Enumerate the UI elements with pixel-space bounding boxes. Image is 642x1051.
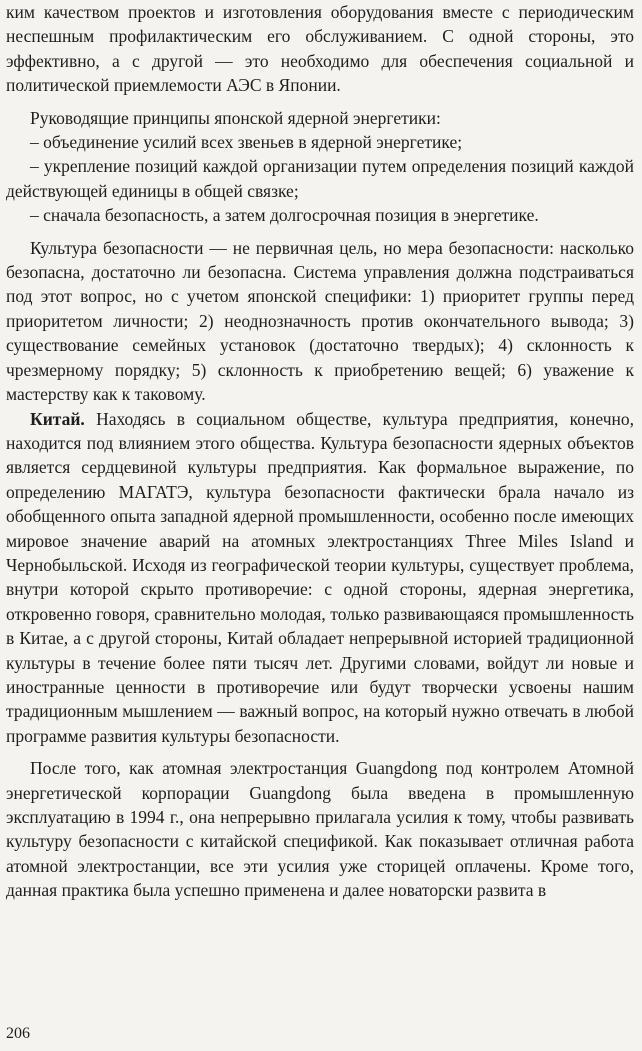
paragraph-principles-heading [6,106,634,130]
paragraph-text: Руководящие принципы японской ядерной энергетики: [30,107,441,128]
paragraph-text: После того, как атомная электростанция Guangdong под контролем Атомной энергетической корпорации Guangdong была введена в промышленную эксплуатацию в 1994 г., она непрерывно прилагала усилия к тому, чтобы развивать культуру безопасности с китайской спецификой. Как показывает отличная работа атомной электростанции, все эти усилия уже сторицей оплачены. Кроме того, данная практика была успешно применена и далее новаторски развита в [6,758,634,901]
page-body [6,0,634,903]
paragraph-safety-culture [6,236,634,407]
paragraph-continuation [6,0,634,98]
paragraph-text: ким качеством проектов и изготовления оборудования вместе с периодическим неспешным профилактическим его обслуживанием. С одной стороны, это эффективно, а с другой — это необходимо для обеспечения социальной и политической приемлемости АЭС в Японии. [6,2,634,96]
paragraph-text: – укрепление позиций каждой организации путем определения позиций каждой действующей единицы в общей связке; [6,156,634,201]
paragraph-guangdong [6,756,634,902]
list-item-principle-1 [6,130,634,154]
paragraph-text: Культура безопасности — не первичная цель, но мера безопасности: насколько безопасна, достаточно ли безопасна. Система управления должна подстраиваться под этот вопрос, но с учетом японской специфики: 1) приоритет группы перед приоритетом личности; 2) неоднозначность против окончательного вывода; 3) существование семейных установок (достаточно твердых); 4) склонность к чрезмерному порядку; 5) склонность к приобретению вещей; 6) уважение к мастерству как к таковому. [6,237,634,405]
paragraph-text: Находясь в социальном обществе, культура предприятия, конечно, находится под влиянием этого общества. Культура безопасности ядерных объектов является сердцевиной культуры предприятия. Как формальное выражение, по определению МАГАТЭ, культура безопасности фактически брала начало из обобщенного опыта западной ядерной промышленности, особенно после имеющих мировое значение аварий на атомных электростанциях Three Miles Island и Чернобыльской. Исходя из географической теории культуры, существует проблема, внутри которой скрыто противоречие: с одной стороны, ядерная энергетика, откровенно говоря, сравнительно молодая, только развивающаяся промышленность в Китае, а с другой стороны, Китай обладает непрерывной историей традиционной культуры в течение более пяти тысяч лет. Другими словами, войдут ли новые и иностранные ценности в противоречие или будут творчески усвоены нашим традиционным мышлением — важный вопрос, на который нужно отвечать в любой программе развития культуры безопасности. [6,408,634,746]
paragraph-text: – сначала безопасность, а затем долгосрочная позиция в энергетике. [30,205,539,226]
section-lead-china: Китай. [30,408,85,429]
paragraph-china [6,407,634,749]
page-number: 206 [6,1025,30,1042]
list-item-principle-3 [6,203,634,227]
paragraph-text: – объединение усилий всех звеньев в ядерной энергетике; [30,132,463,153]
list-item-principle-2 [6,154,634,203]
